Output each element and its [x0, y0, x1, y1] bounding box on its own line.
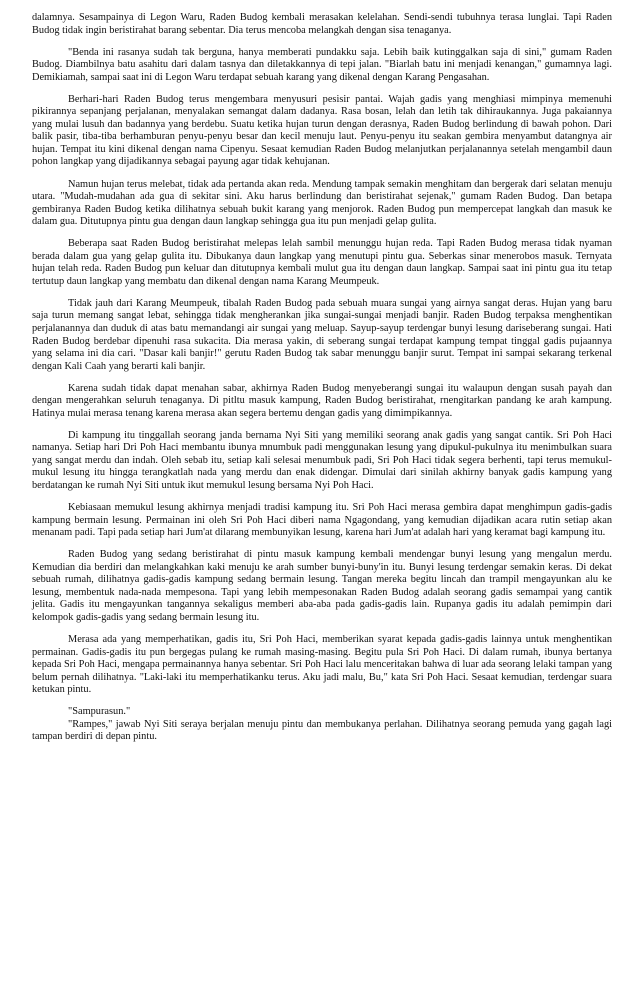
paragraph-1: dalamnya. Sesampainya di Legon Waru, Raden Budog kembali merasakan kelelahan. Sendi-sendi tubuhnya terasa lunglai. Tapi Raden Budog tidak ingin beristirahat barang sebentar. Dia terus mencoba melangkah dengan sisa tenaganya.: [32, 12, 612, 36]
paragraph-12: "Sampurasun.": [68, 706, 131, 718]
paragraph-13: "Rampes," jawab Nyi Siti seraya berjalan menuju pintu dan membukanya perlahan. Dilihatnya seorang pemuda yang gagah lagi tampan berdiri di depan pintu.: [32, 718, 612, 743]
paragraph-2: "Benda ini rasanya sudah tak berguna, hanya memberati pundakku saja. Lebih baik kutinggalkan saja di sini," gumam Raden Budog. Diambilnya batu asahitu dari dalam tasnya dan diletakkannya di tepi jalan. "Biarlah batu ini menjadi kenangan," gumamnya lagi. Demikiamah, sampai saat ini di Legon Waru terdapat sebuah karang yang dikenal dengan Karang Pengasahan.: [32, 46, 612, 83]
paragraph-9: Kebiasaan memukul lesung akhirnya menjadi tradisi kampung itu. Sri Poh Haci merasa gembira dapat menghimpun gadis-gadis kampung bermain lesung. Permainan ini oleh Sri Poh Haci diberi nama Ngagondang, yang kemudian dijadikan acara rutin setiap akan menanam padi. Tapi pada setiap hari Jum'at dilarang membunyikan lesung, karena hari Jum'at adalah hari yang keramat bagi kampung itu.: [32, 502, 612, 539]
paragraph-3: Berhari-hari Raden Budog terus mengembara menyusuri pesisir pantai. Wajah gadis yang menghiasi mimpinya memenuhi pikirannya sepanjang perjalanan, menyalakan semangat dalam dadanya. Rasa bosan, lelah dan letih tak dihiraukannya. Juga pakaiannya yang mulai lusuh dan badannya yang berdebu. Suatu ketika hujan turun dengan derasnya, Raden Budog berlindung di bawah pohon. Dari balik pasir, tiba-tiba berhamburan penyu-penyu besar dan kecil menuju laut. Penyu-penyu itu seakan gembira menyambut datangnya air hujan. Tempat itu kini dikenal dengan nama Cipenyu. Sesaat kemudian Raden Budog melanjutkan perjalanannya setelah mengambil daun pohon langkap yang dijadikannya sebagai payung agar tidak kehujanan.: [32, 93, 612, 168]
paragraph-11: Merasa ada yang memperhatikan, gadis itu, Sri Poh Haci, memberikan syarat kepada gadis-gadis lainnya untuk menghentikan permainan. Gadis-gadis itu pun bergegas pulang ke rumah masing-masing. Begitu pula Sri Poh Haci. Di dalam rumah, ibunya bertanya kepada Sri Poh Haci, mengapa permainannya hanya sebentar. Sri Poh Haci lalu menceritakan bahwa di luar ada seorang lelaki tampan yang belum pernah dilihatnya. "Laki-laki itu memperhatikanku terus. Aku jadi malu, Bu," kata Sri Poh Haci. Sesaat kemudian, terdengar suara ketukan pintu.: [32, 633, 612, 696]
paragraph-10: Raden Budog yang sedang beristirahat di pintu masuk kampung kembali mendengar bunyi lesung yang mengalun merdu. Kemudian dia berdiri dan melangkahkan kaki menuju ke arah sumber bunyi-buny'in itu. Bunyi lesung terdengar semakin keras. Di dekat sebuah rumah, dilihatnya gadis-gadis kampung sedang bermain lesung. Tangan mereka begitu lincah dan trampil mengayunkan alu ke lesung, membentuk nada-nada mempesona. Tapi yang lebih mempesonakan Raden Budog adalah seorang gadis semampai yang cantik jelita. Gadis itu mengayunkan tangannya sekaligus memberi aba-aba pada gadis-gadis lain. Rupanya gadis itu adalah pemimpin dari kelompok gadis-gadis yang sedang bermain lesung itu.: [32, 549, 612, 623]
paragraph-5: Beberapa saat Raden Budog beristirahat melepas lelah sambil menunggu hujan reda. Tapi Raden Budog merasa tidak nyaman berada dalam gua yang gelap gulita itu. Dibukanya daun langkap yang menutupi pintu gua. Seberkas sinar menerobos masuk. Ternyata hujan telah reda. Raden Budog pun keluar dan ditutupnya kembali mulut gua itu dengan daun langkap. Sampai saat ini pintu gua itu tetap tertutup daun langkap yang membatu dan dikenal dengan nama Karang Meumpeuk.: [32, 238, 612, 287]
paragraph-7: Karena sudah tidak dapat menahan sabar, akhirnya Raden Budog menyeberangi sungai itu walaupun dengan susah payah dan dengan mengerahkan seluruh tenaganya. Di pitltu masuk kampung, Raden Budog beristirahat, rnengitarkan pandang ke arah kampung. Hatinya mulai merasa tenang karena merasa akan segera bertemu dengan gadis yang dimimpikannya.: [32, 382, 612, 419]
paragraph-4: Namun hujan terus melebat, tidak ada pertanda akan reda. Mendung tampak semakin menghitam dan bergerak dari selatan menuju utara. "Mudah-mudahan ada gua di sekitar sini. Aku harus berlindung dan beristirahat sejenak," gumam Raden Budog. Dan betapa gembiranya Raden Budog ketika dilihatnya sebuah bukit karang yang menjorok. Raden Budog pun mempercepat langkah dan masuk ke dalam gua. Ditutupnya pintu gua dengan daun langkap sehingga gua itu pun menjadi gelap gulita.: [32, 178, 612, 228]
paragraph-6: Tidak jauh dari Karang Meumpeuk, tibalah Raden Budog pada sebuah muara sungai yang airnya sangat deras. Hujan yang baru saja turun memang sangat lebat, sehingga tidak mengherankan jika sungai-sungai menjadi banjir. Raden Budog terpaksa menghentikan perjalanannya dan duduk di atas batu memandangi air sungai yang meluap. Sayup-sayup terdengar bunyi lesung dariseberang sungai. Hati Raden Budog berdebar dipenuhi rasa sukacita. Dia merasa yakin, di seberang sungai terdapat kampung tempat tinggal gadis pujaannya yang selama ini dia cari. "Dasar kali banjir!" gerutu Raden Budog tak sabar menunggu banjir surut. Tempat ini sampai sekarang terkenal dengan Kali Caah yang berarti kali banjir.: [32, 297, 612, 372]
paragraph-8: Di kampung itu tinggallah seorang janda bernama Nyi Siti yang memiliki seorang anak gadis yang sangat cantik. Sri Poh Haci namanya. Setiap hari Dri Poh Haci membantu ibunya mnumbuk padi menggunakan lesung yang dipukul-pukulnya itu menimbulkan suara yang sangat merdu dan indah. Oleh sebab itu, setiap kali selesai menumbuk padi, Sri Poh Haci tidak segera berhenti, tapi terus memukul-mukul lesung itu hingga terangkatlah nada yang merdu dan enak didengar. Dimulai dari sinilah akhirny banyak gadis kampung yang berdatangan ke rumah Nyi Siti untuk ikut memukul lesung bersama Nyi Poh Haci.: [32, 429, 612, 491]
